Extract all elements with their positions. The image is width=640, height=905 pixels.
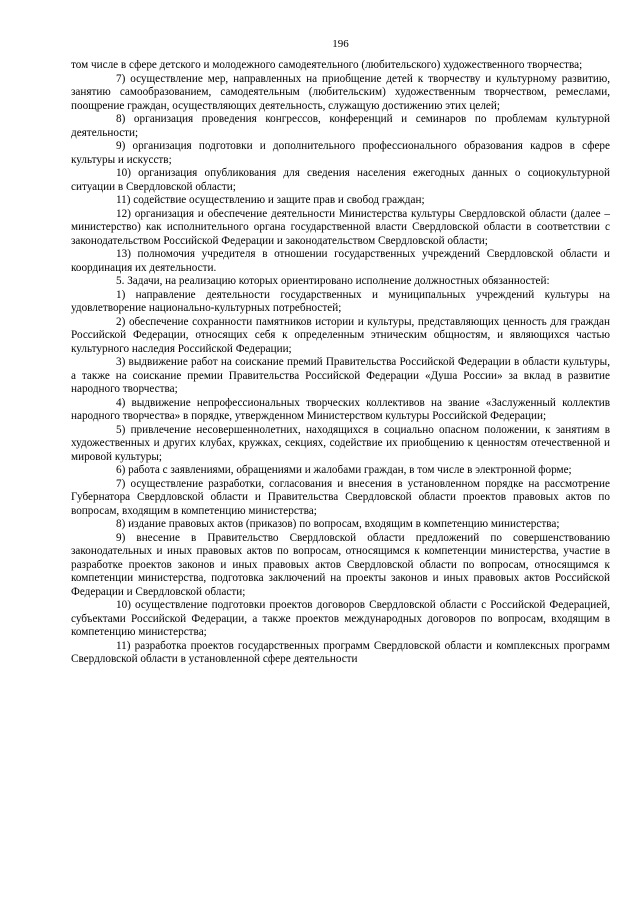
paragraph: 7) осуществление разработки, согласования и внесения в установленном порядке на рассмотрение Губернатора Свердловской области и Правительства Свердловской области проектов правовых актов по вопросам, входящим в компетенцию министерства; [71,477,610,517]
paragraph: 10) осуществление подготовки проектов договоров Свердловской области с Российской Федерацией, субъектами Российской Федерации, а также проектов международных договоров по вопросам, входящим в компетенцию министерства; [71,599,610,638]
page-number: 196 [332,38,349,50]
paragraph: 10) организация опубликования для сведения населения ежегодных данных о социокультурной ситуации в Свердловской области; [71,167,610,193]
paragraph: 8) издание правовых актов (приказов) по вопросам, входящим в компетенцию министерства; [116,518,560,530]
paragraph: 6) работа с заявлениями, обращениями и жалобами граждан, в том числе в электронной форме; [116,464,572,476]
paragraph: 3) выдвижение работ на соискание премий Правительства Российской Федерации в области культуры, а также на соискание премии Правительства Российской Федерации «Душа России» за вклад в развитие народного творчества; [71,356,610,395]
paragraph: том числе в сфере детского и молодежного самодеятельного (любительского) художественного творчества; [71,59,583,71]
paragraph: 5) привлечение несовершеннолетних, находящихся в социально опасном положении, к занятиям в художественных и других клубах, кружках, секциях, содействие их приобщению к ценностям отечественной и мировой культуры; [71,423,610,463]
paragraph: 12) организация и обеспечение деятельности Министерства культуры Свердловской области (далее – министерство) как исполнительного органа государственной власти Свердловской области в соответствии с законодательством Российской Федерации и законодательством Свердловской области; [71,207,610,247]
paragraph: 8) организация проведения конгрессов, конференций и семинаров по проблемам культурной деятельности; [71,113,610,139]
paragraph: 11) разработка проектов государственных программ Свердловской области и комплексных программ Свердловской области в установленной сфере деятельности [71,639,610,665]
paragraph: 2) обеспечение сохранности памятников истории и культуры, представляющих ценность для граждан Российской Федерации, относящих себя к определенным этническим общностям, и являющихся частью культурного наследия Российской Федерации; [71,315,610,355]
paragraph: 4) выдвижение непрофессиональных творческих коллективов на звание «Заслуженный коллектив народного творчества» в порядке, утвержденном Министерством культуры Российской Федерации; [71,396,610,422]
paragraph: 9) внесение в Правительство Свердловской области предложений по совершенствованию законодательных и иных правовых актов по вопросам, относящимся к компетенции министерства, участие в разработке проектов законов и иных правовых актов Свердловской области по вопросам, относящимся к компетенции министерства, подготовка заключений на проекты законов и иных правовых актов Российской Федерации и Свердловской области; [71,531,610,598]
paragraph: 13) полномочия учредителя в отношении государственных учреждений Свердловской области и координация их деятельности. [71,248,610,274]
paragraph: 11) содействие осуществлению и защите прав и свобод граждан; [116,194,425,206]
paragraph: 5. Задачи, на реализацию которых ориентировано исполнение должностных обязанностей: [116,275,550,287]
paragraph: 7) осуществление мер, направленных на приобщение детей к творчеству и культурному развитию, занятию самообразованием, самодеятельным (любительским) художественным творчеством, ремеслами, поощрение граждан, осуществляющих деятельность, служащую достижению этих целей; [71,72,610,112]
paragraph: 1) направление деятельности государственных и муниципальных учреждений культуры на удовлетворение национально-культурных потребностей; [71,288,610,314]
document-body [71,59,610,667]
paragraph: 9) организация подготовки и дополнительного профессионального образования кадров в сфере культуры и искусств; [71,140,610,166]
